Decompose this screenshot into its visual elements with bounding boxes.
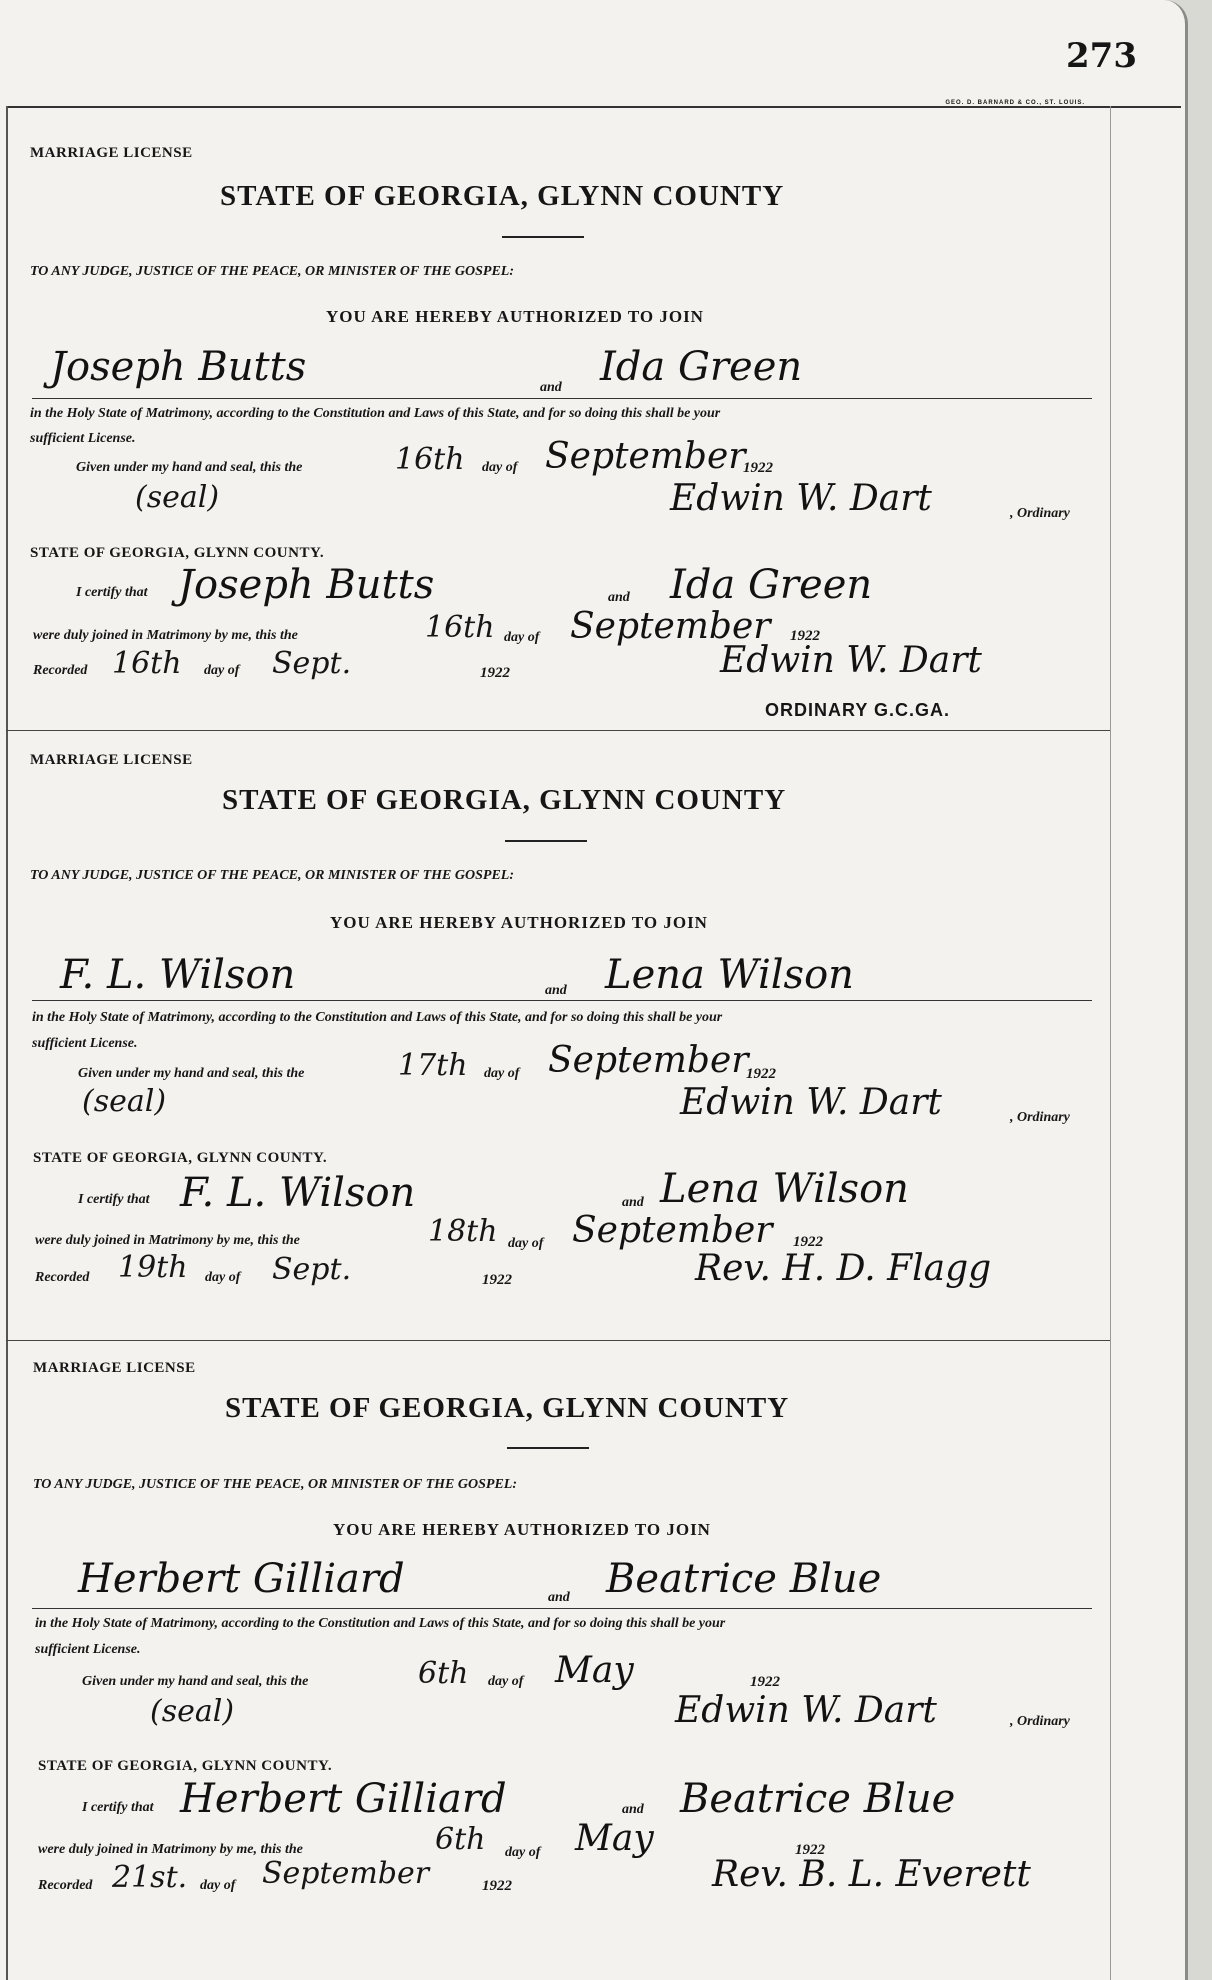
- day-of-label: day of: [484, 1066, 520, 1081]
- joined-year: 1922: [795, 1842, 825, 1858]
- recorded-day: 21st.: [112, 1860, 188, 1895]
- title-rule: [507, 1447, 589, 1449]
- printer-imprint: GEO. D. BARNARD & CO., ST. LOUIS.: [945, 100, 1085, 106]
- to-line: TO ANY JUDGE, JUSTICE OF THE PEACE, OR MINISTER OF THE GOSPEL:: [33, 1477, 517, 1492]
- recorded-month: Sept.: [272, 1252, 352, 1287]
- authorized-line: YOU ARE HEREBY AUTHORIZED TO JOIN: [333, 1520, 711, 1539]
- ordinary-signature: Edwin W. Dart: [675, 1690, 937, 1731]
- given-text: Given under my hand and seal, this the: [82, 1674, 309, 1689]
- license-title: STATE OF GEORGIA, GLYNN COUNTY: [222, 784, 787, 816]
- record-separator: [6, 1340, 1110, 1341]
- to-line: TO ANY JUDGE, JUSTICE OF THE PEACE, OR MINISTER OF THE GOSPEL:: [30, 264, 514, 279]
- recorded-year: 1922: [482, 1878, 512, 1894]
- sufficient-text: sufficient License.: [30, 431, 136, 446]
- authorized-line: YOU ARE HEREBY AUTHORIZED TO JOIN: [326, 307, 704, 326]
- cert-header: STATE OF GEORGIA, GLYNN COUNTY.: [30, 545, 325, 561]
- groom-name: Herbert Gilliard: [78, 1556, 405, 1602]
- officiant-signature: Rev. H. D. Flagg: [695, 1248, 992, 1289]
- ordinary-label: , Ordinary: [1010, 506, 1070, 521]
- bride-name: Lena Wilson: [605, 952, 854, 998]
- left-margin-rule: [6, 106, 8, 1980]
- and-label: and: [548, 1590, 570, 1605]
- joined-month: September: [570, 606, 771, 647]
- ordinary-stamp: ORDINARY G.C.GA.: [765, 700, 951, 720]
- ordinary-label: , Ordinary: [1010, 1110, 1070, 1125]
- certify-label: I certify that: [76, 585, 148, 600]
- authorized-line: YOU ARE HEREBY AUTHORIZED TO JOIN: [330, 913, 708, 932]
- joined-month: May: [575, 1818, 654, 1859]
- recorded-month: Sept.: [272, 646, 352, 681]
- cert-header: STATE OF GEORGIA, GLYNN COUNTY.: [38, 1758, 333, 1774]
- cert-bride: Ida Green: [670, 562, 873, 608]
- top-rule: [6, 106, 1181, 108]
- given-year: 1922: [743, 460, 773, 476]
- duly-joined-text: were duly joined in Matrimony by me, this the: [33, 628, 298, 643]
- bride-name: Ida Green: [600, 344, 803, 390]
- matrimony-text: in the Holy State of Matrimony, according to the Constitution and Laws of this State, and for so doing this shall be your: [35, 1616, 726, 1631]
- day-of-label: day of: [504, 630, 540, 645]
- cert-bride: Lena Wilson: [660, 1166, 909, 1212]
- license-header: MARRIAGE LICENSE: [30, 752, 193, 768]
- title-rule: [502, 236, 584, 238]
- joined-year: 1922: [790, 628, 820, 644]
- joined-month: September: [572, 1210, 773, 1251]
- given-year: 1922: [746, 1066, 776, 1082]
- and-label: and: [608, 590, 630, 605]
- given-month: September: [548, 1040, 749, 1081]
- officiant-signature: Edwin W. Dart: [720, 640, 982, 681]
- day-of-label: day of: [204, 663, 240, 678]
- ordinary-signature: Edwin W. Dart: [670, 478, 932, 519]
- day-of-label: day of: [508, 1236, 544, 1251]
- right-margin-rule: [1110, 106, 1111, 1980]
- sufficient-text: sufficient License.: [32, 1036, 138, 1051]
- recorded-label: Recorded: [35, 1270, 90, 1285]
- page-number: 273: [1066, 36, 1137, 76]
- names-line: [32, 398, 1092, 399]
- ordinary-label: , Ordinary: [1010, 1714, 1070, 1729]
- and-label: and: [622, 1195, 644, 1210]
- given-day: 17th: [398, 1048, 468, 1083]
- seal-mark: (seal): [150, 1694, 235, 1729]
- day-of-label: day of: [200, 1878, 236, 1893]
- matrimony-text: in the Holy State of Matrimony, according to the Constitution and Laws of this State, and for so doing this shall be your: [30, 406, 721, 421]
- names-line: [32, 1000, 1092, 1001]
- joined-day: 16th: [425, 610, 495, 645]
- and-label: and: [540, 380, 562, 395]
- recorded-year: 1922: [480, 665, 510, 681]
- title-rule: [505, 840, 587, 842]
- joined-year: 1922: [793, 1234, 823, 1250]
- and-label: and: [545, 983, 567, 998]
- duly-joined-text: were duly joined in Matrimony by me, this the: [35, 1233, 300, 1248]
- recorded-day: 19th: [118, 1250, 188, 1285]
- recorded-day: 16th: [112, 646, 182, 681]
- officiant-signature: Rev. B. L. Everett: [712, 1854, 1031, 1895]
- certify-label: I certify that: [82, 1800, 154, 1815]
- given-month: May: [555, 1650, 634, 1691]
- cert-groom: F. L. Wilson: [180, 1170, 416, 1216]
- given-text: Given under my hand and seal, this the: [78, 1066, 305, 1081]
- seal-mark: (seal): [82, 1084, 167, 1119]
- given-text: Given under my hand and seal, this the: [76, 460, 303, 475]
- cert-groom: Herbert Gilliard: [180, 1776, 507, 1822]
- day-of-label: day of: [205, 1270, 241, 1285]
- recorded-year: 1922: [482, 1272, 512, 1288]
- and-label: and: [622, 1802, 644, 1817]
- given-month: September: [545, 436, 746, 477]
- cert-header: STATE OF GEORGIA, GLYNN COUNTY.: [33, 1150, 328, 1166]
- given-year: 1922: [750, 1674, 780, 1690]
- names-line: [32, 1608, 1092, 1609]
- certify-label: I certify that: [78, 1192, 150, 1207]
- license-title: STATE OF GEORGIA, GLYNN COUNTY: [225, 1392, 790, 1424]
- joined-day: 18th: [428, 1214, 498, 1249]
- day-of-label: day of: [482, 460, 518, 475]
- duly-joined-text: were duly joined in Matrimony by me, this the: [38, 1842, 303, 1857]
- cert-groom: Joseph Butts: [178, 562, 435, 608]
- day-of-label: day of: [488, 1674, 524, 1689]
- joined-day: 6th: [435, 1822, 486, 1857]
- license-header: MARRIAGE LICENSE: [33, 1360, 196, 1376]
- matrimony-text: in the Holy State of Matrimony, according to the Constitution and Laws of this State, and for so doing this shall be your: [32, 1010, 723, 1025]
- sufficient-text: sufficient License.: [35, 1642, 141, 1657]
- day-of-label: day of: [505, 1845, 541, 1860]
- seal-mark: (seal): [135, 480, 220, 515]
- given-day: 6th: [418, 1656, 469, 1691]
- ordinary-signature: Edwin W. Dart: [680, 1082, 942, 1123]
- recorded-label: Recorded: [33, 663, 88, 678]
- recorded-label: Recorded: [38, 1878, 93, 1893]
- license-header: MARRIAGE LICENSE: [30, 145, 193, 161]
- license-title: STATE OF GEORGIA, GLYNN COUNTY: [220, 180, 785, 212]
- groom-name: F. L. Wilson: [60, 952, 296, 998]
- record-separator: [6, 730, 1110, 731]
- bride-name: Beatrice Blue: [606, 1556, 882, 1602]
- given-day: 16th: [395, 442, 465, 477]
- cert-bride: Beatrice Blue: [680, 1776, 956, 1822]
- to-line: TO ANY JUDGE, JUSTICE OF THE PEACE, OR MINISTER OF THE GOSPEL:: [30, 868, 514, 883]
- groom-name: Joseph Butts: [50, 344, 307, 390]
- recorded-month: September: [262, 1856, 430, 1891]
